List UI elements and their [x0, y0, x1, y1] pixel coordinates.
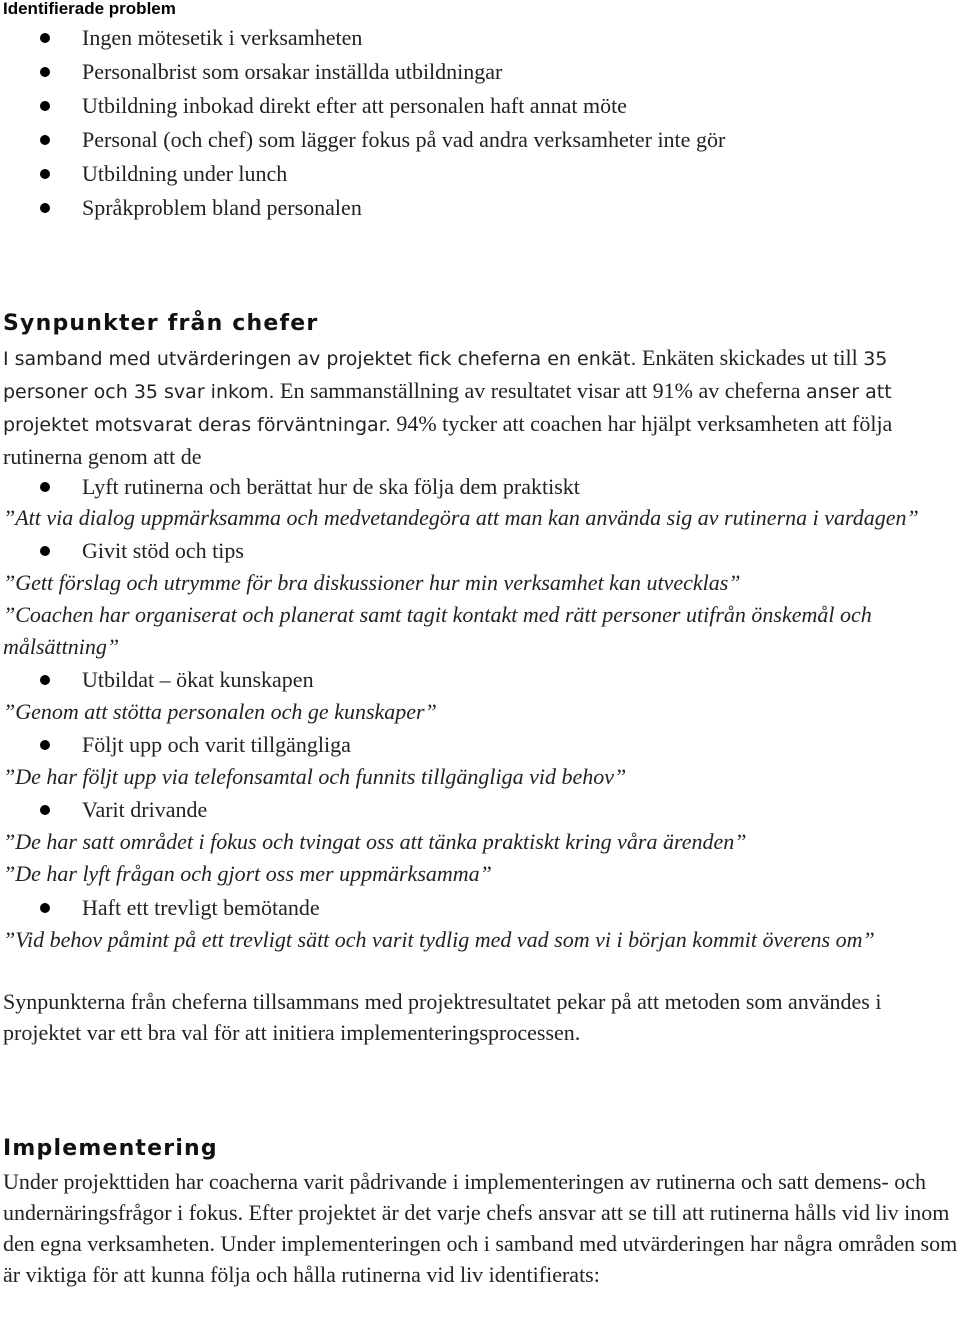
- bullet-icon: [40, 67, 50, 77]
- quote: ”Vid behov påmint på ett trevligt sätt och varit tydlig med vad som vi i början kommit överens om”: [3, 927, 875, 952]
- bullet-icon: [40, 903, 50, 913]
- quote: ”De har följt upp via telefonsamtal och funnits tillgängliga vid behov”: [3, 764, 627, 789]
- quote: ”Att via dialog uppmärksamma och medvetandegöra att man kan använda sig av rutinerna i vardagen”: [3, 505, 919, 530]
- bullet-icon: [40, 740, 50, 750]
- bullet-icon: [40, 135, 50, 145]
- bullet-icon: [40, 546, 50, 556]
- list-item: Haft ett trevligt bemötande: [0, 892, 320, 924]
- bullet-icon: [40, 203, 50, 213]
- list-item: Språkproblem bland personalen: [0, 193, 725, 227]
- list-item: Utbildning under lunch: [0, 159, 725, 193]
- bullet-icon: [40, 169, 50, 179]
- bullet-icon: [40, 675, 50, 685]
- intro-paragraph: I samband med utvärderingen av projektet fick cheferna en enkät. Enkäten skickades ut till 35 personer och 35 svar inkom. En sammanställning av resultatet visar att 91% av cheferna anser att projektet motsvarat deras förväntningar. 94% tycker att coachen har hjälpt verksamheten att följa rutinerna genom att de: [3, 345, 893, 469]
- bullet-icon: [40, 805, 50, 815]
- list-item: Utbildat – ökat kunskapen: [0, 664, 314, 696]
- quote: ”De har lyft frågan och gjort oss mer uppmärksamma”: [3, 861, 492, 886]
- list-item: Följt upp och varit tillgängliga: [0, 729, 351, 761]
- list-item: Personalbrist som orsakar inställda utbildningar: [0, 57, 725, 91]
- list-item: Personal (och chef) som lägger fokus på vad andra verksamheter inte gör: [0, 125, 725, 159]
- section-heading-identified-problems: Identifierade problem: [3, 0, 176, 18]
- list-item: Givit stöd och tips: [0, 535, 244, 567]
- quote: ”Coachen har organiserat och planerat samt tagit kontakt med rätt personer utifrån önskemål och målsättning”: [3, 602, 872, 659]
- list-item: Varit drivande: [0, 794, 207, 826]
- quote: ”De har satt området i fokus och tvingat oss att tänka praktiskt kring våra ärenden”: [3, 829, 747, 854]
- bullet-icon: [40, 101, 50, 111]
- list-item: Ingen mötesetik i verksamheten: [0, 23, 725, 57]
- quote: ”Gett förslag och utrymme för bra diskussioner hur min verksamhet kan utvecklas”: [3, 570, 741, 595]
- list-item: Lyft rutinerna och berättat hur de ska följa dem praktiskt: [0, 471, 580, 503]
- section-heading-manager-feedback: Synpunkter från chefer: [3, 311, 319, 336]
- quote: ”Genom att stötta personalen och ge kunskaper”: [3, 699, 437, 724]
- list-item: Utbildning inbokad direkt efter att personalen haft annat möte: [0, 91, 725, 125]
- bullet-icon: [40, 33, 50, 43]
- problem-list: [0, 23, 725, 227]
- section-heading-implementation: Implementering: [3, 1136, 218, 1161]
- implementation-paragraph: Under projekttiden har coacherna varit pådrivande i implementeringen av rutinerna och satt demens- och undernäringsfrågor i fokus. Efter projektet är det varje chefs ansvar att se till att rutinerna hålls vid liv inom den egna verksamheten. Under implementeringen och i samband med utvärderingen har några områden som är viktiga för att kunna följa och hålla rutinerna vid liv identifierats:: [3, 1169, 958, 1287]
- summary-paragraph: Synpunkterna från cheferna tillsammans med projektresultatet pekar på att metoden som användes i projektet var ett bra val för att initiera implementeringsprocessen.: [3, 989, 882, 1045]
- bullet-icon: [40, 482, 50, 492]
